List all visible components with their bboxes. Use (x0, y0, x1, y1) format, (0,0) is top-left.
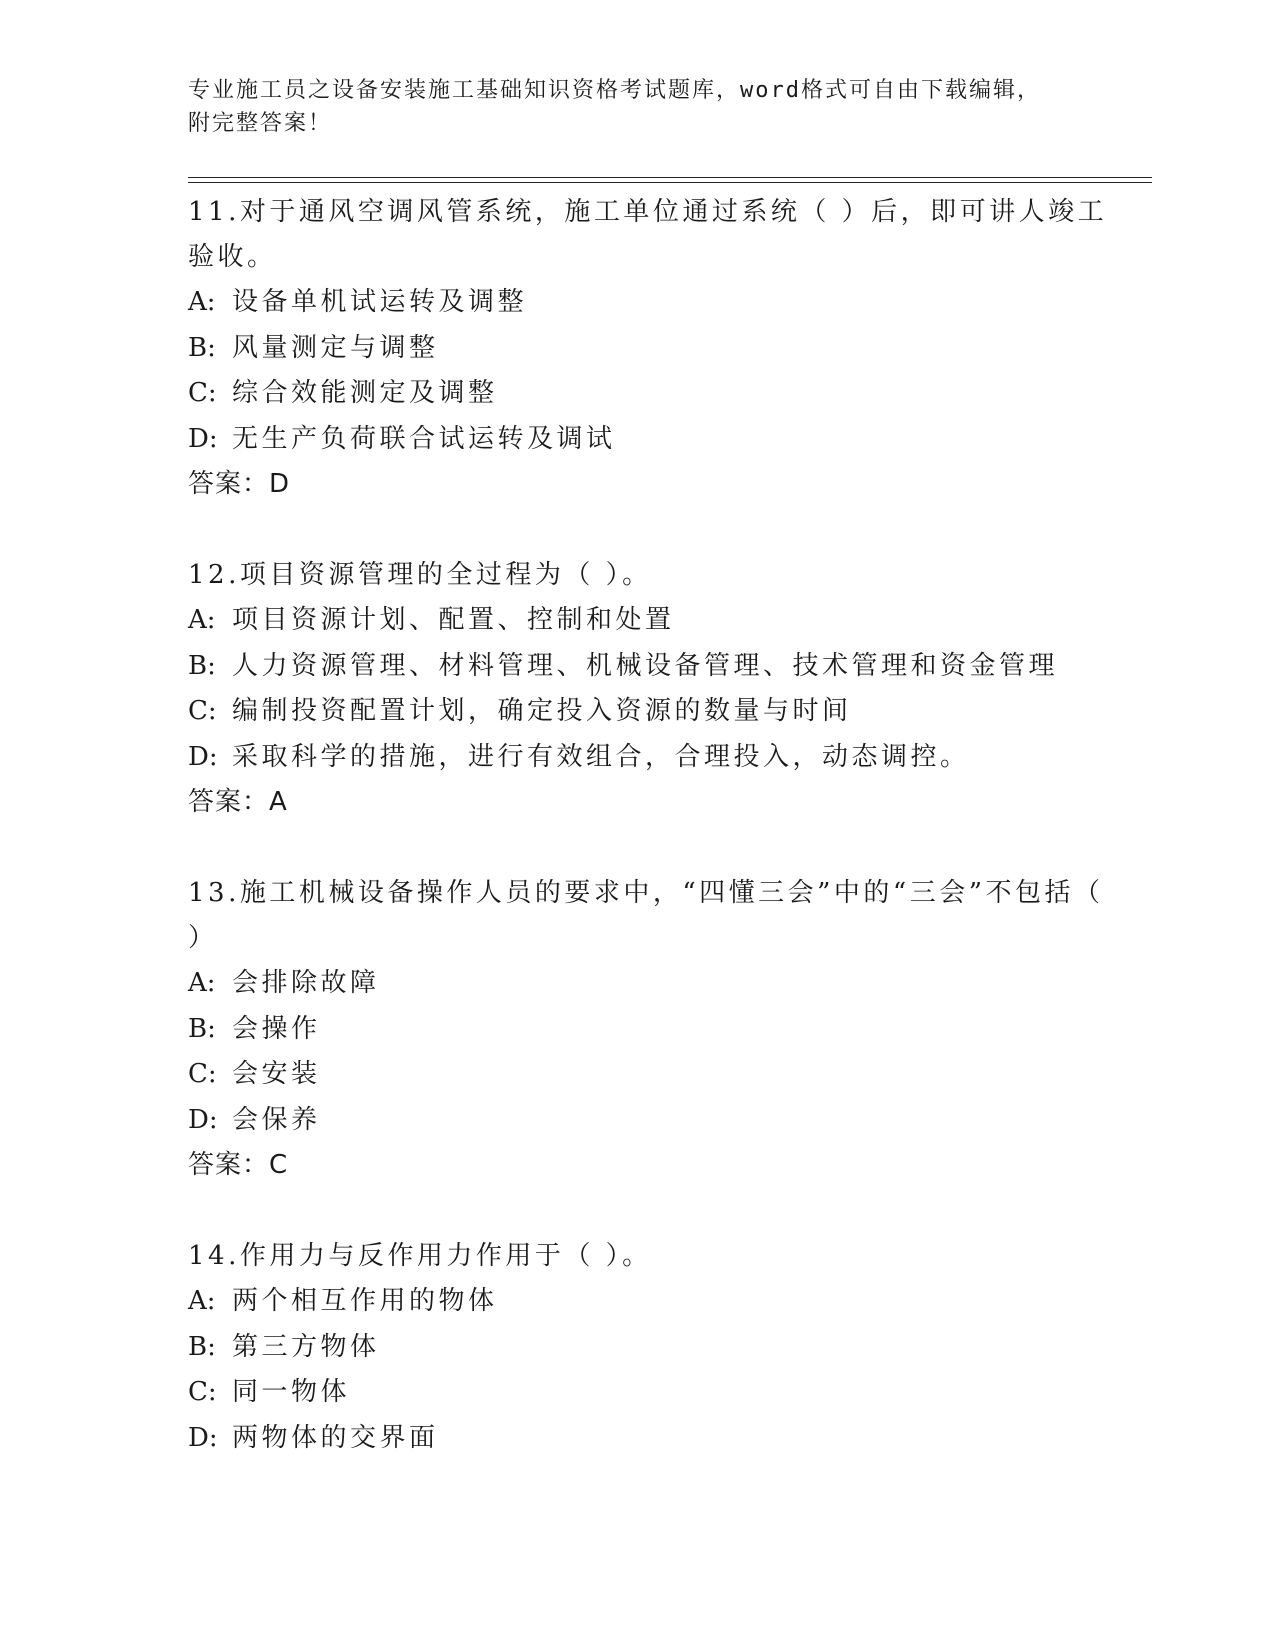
option-letter: B: (188, 1331, 216, 1362)
option-text: 人力资源管理、材料管理、机械设备管理、技术管理和资金管理 (232, 650, 1059, 681)
option-c (188, 371, 1118, 417)
option-text: 会排除故障 (232, 968, 380, 998)
answer-line: 答案：C (188, 1150, 289, 1180)
option-letter: D: (188, 1422, 218, 1453)
option-letter: B: (188, 650, 216, 681)
question-list (188, 190, 1118, 1507)
answer-line: 答案：D (188, 469, 291, 499)
option-letter: D: (188, 741, 218, 772)
option-a (188, 598, 1118, 644)
option-text: 第三方物体 (232, 1331, 380, 1362)
option-c (188, 1370, 1118, 1416)
option-letter: C: (188, 378, 217, 408)
option-letter: B: (188, 1013, 216, 1044)
option-a (188, 280, 1118, 326)
option-text: 风量测定与调整 (232, 332, 439, 363)
option-text: 设备单机试运转及调整 (232, 287, 528, 317)
option-d (188, 1098, 1118, 1144)
header-divider-bottom (188, 182, 1152, 183)
question-stem: 11.对于通风空调风管系统，施工单位通过系统（ ）后，即可讲人竣工验收。 (188, 197, 1108, 272)
option-text: 综合效能测定及调整 (232, 378, 498, 408)
option-text: 项目资源计划、配置、控制和处置 (232, 605, 675, 635)
option-text: 会保养 (232, 1104, 321, 1135)
option-text: 同一物体 (232, 1377, 351, 1407)
option-b (188, 644, 1118, 690)
option-b (188, 326, 1118, 372)
option-b (188, 1007, 1118, 1053)
option-letter: A: (188, 1286, 216, 1316)
question-13 (188, 871, 1118, 1188)
option-c (188, 689, 1118, 735)
document-header (188, 74, 1068, 140)
option-letter: A: (188, 605, 216, 635)
header-line-2: 附完整答案！ (188, 111, 333, 136)
option-letter: B: (188, 332, 216, 363)
option-d (188, 417, 1118, 463)
option-letter: A: (188, 968, 216, 998)
header-line-1: 专业施工员之设备安装施工基础知识资格考试题库，word格式可自由下载编辑， (188, 78, 1041, 103)
question-11 (188, 190, 1118, 507)
option-text: 会操作 (232, 1013, 321, 1044)
option-text: 编制投资配置计划，确定投入资源的数量与时间 (232, 696, 852, 726)
option-letter: C: (188, 1059, 217, 1089)
option-b (188, 1325, 1118, 1371)
option-text: 采取科学的措施，进行有效组合，合理投入，动态调控。 (232, 741, 970, 772)
question-14 (188, 1234, 1118, 1461)
option-letter: C: (188, 696, 217, 726)
option-letter: C: (188, 1377, 217, 1407)
option-letter: D: (188, 1104, 218, 1135)
option-letter: A: (188, 287, 216, 317)
option-text: 两个相互作用的物体 (232, 1286, 498, 1316)
option-d (188, 1416, 1118, 1462)
option-a (188, 961, 1118, 1007)
question-stem: 13.施工机械设备操作人员的要求中，“四懂三会”中的“三会”不包括（ ） (188, 878, 1104, 953)
option-c (188, 1052, 1118, 1098)
option-text: 两物体的交界面 (232, 1422, 439, 1453)
option-text: 无生产负荷联合试运转及调试 (232, 423, 616, 454)
option-d (188, 735, 1118, 781)
header-divider-top (188, 177, 1152, 178)
question-stem: 12.项目资源管理的全过程为（ ）。 (188, 560, 652, 590)
option-letter: D: (188, 423, 218, 454)
option-a (188, 1279, 1118, 1325)
option-text: 会安装 (232, 1059, 321, 1089)
answer-line: 答案：A (188, 787, 288, 817)
question-12 (188, 553, 1118, 825)
question-stem: 14.作用力与反作用力作用于（ ）。 (188, 1241, 652, 1271)
